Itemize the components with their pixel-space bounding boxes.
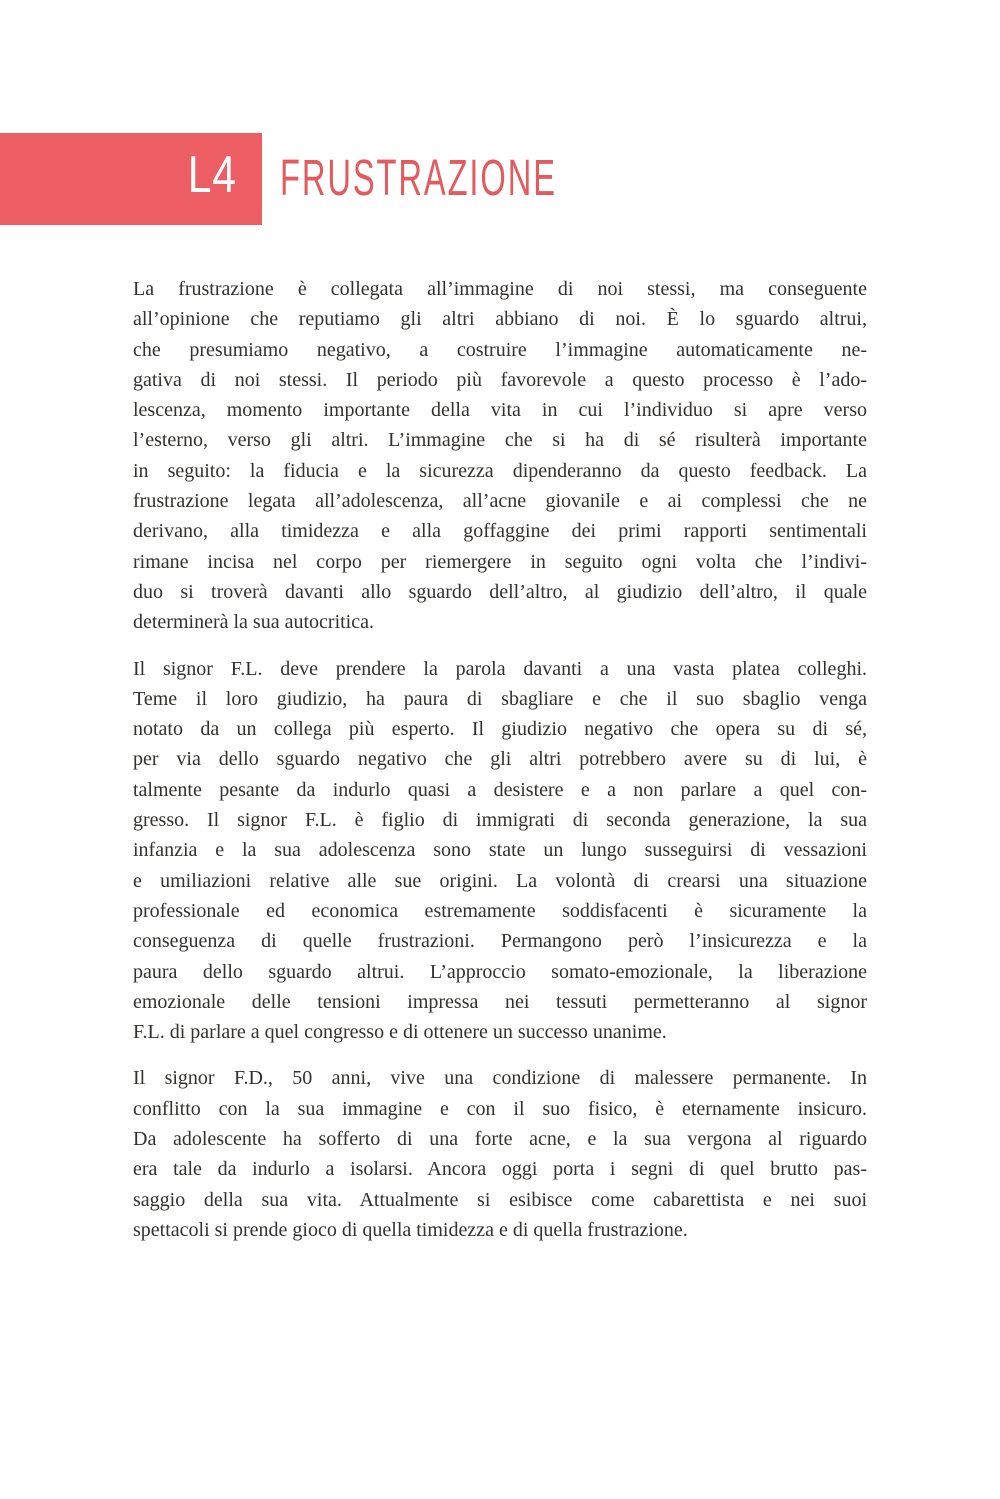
- text-line: lescenza, momento importante della vita in cui l’individuo si apre verso: [133, 399, 867, 422]
- text-line: paura dello sguardo altrui. L’approccio somato-emozionale, la liberazione: [133, 960, 867, 983]
- text-line: talmente pesante da indurlo quasi a desistere e a non parlare a quel con-: [133, 778, 867, 801]
- text-line: frustrazione legata all’adolescenza, all’acne giovanile e ai complessi che ne: [133, 490, 867, 513]
- chapter-number-block: [0, 133, 262, 225]
- text-line: professionale ed economica estremamente soddisfacenti è sicuramente la: [133, 899, 867, 922]
- paragraph: [133, 1063, 867, 1245]
- text-line: infanzia e la sua adolescenza sono state un lungo susseguirsi di vessazioni: [133, 839, 867, 862]
- text-line: e umiliazioni relative alle sue origini. La volontà di crearsi una situazione: [133, 869, 867, 892]
- text-line: Il signor F.D., 50 anni, vive una condizione di malessere permanente. In: [133, 1067, 867, 1090]
- chapter-header: [0, 133, 713, 225]
- text-line: conflitto con la sua immagine e con il suo fisico, è eternamente insicuro.: [133, 1097, 867, 1120]
- text-line: era tale da indurlo a isolarsi. Ancora oggi porta i segni di quel brutto pas-: [133, 1158, 867, 1181]
- text-line: saggio della sua vita. Attualmente si esibisce come cabarettista e nei suoi: [133, 1188, 867, 1211]
- text-line: per via dello sguardo negativo che gli altri potrebbero avere su di lui, è: [133, 748, 867, 771]
- text-line: notato da un collega più esperto. Il giudizio negativo che opera su di sé,: [133, 718, 867, 741]
- text-line: gativa di noi stessi. Il periodo più favorevole a questo processo è l’ado-: [133, 368, 867, 391]
- text-line: gresso. Il signor F.L. è figlio di immigrati di seconda generazione, la sua: [133, 809, 867, 832]
- text-line: conseguenza di quelle frustrazioni. Permangono però l’insicurezza e la: [133, 930, 867, 953]
- paragraph: [133, 274, 867, 638]
- text-line: emozionale delle tensioni impressa nei tessuti permetteranno al signor: [133, 990, 867, 1013]
- text-line: Da adolescente ha sofferto di una forte acne, e la sua vergona al riguardo: [133, 1128, 867, 1151]
- text-line: determinerà la sua autocritica.: [133, 611, 374, 634]
- text-line: Teme il loro giudizio, ha paura di sbagliare e che il suo sbaglio venga: [133, 687, 867, 710]
- text-line: in seguito: la fiducia e la sicurezza dipenderanno da questo feedback. La: [133, 459, 867, 482]
- text-line: l’esterno, verso gli altri. L’immagine che si ha di sé risulterà importante: [133, 429, 867, 452]
- text-line: spettacoli si prende gioco di quella timidezza e di quella frustrazione.: [133, 1218, 688, 1241]
- text-line: che presumiamo negativo, a costruire l’immagine automaticamente ne-: [133, 338, 867, 361]
- text-line: duo si troverà davanti allo sguardo dell’altro, al giudizio dell’altro, il quale: [133, 580, 867, 603]
- text-line: rimane incisa nel corpo per riemergere in seguito ogni volta che l’indivi-: [133, 550, 867, 573]
- text-line: all’opinione che reputiamo gli altri abbiano di noi. È lo sguardo altrui,: [133, 308, 867, 331]
- text-line: F.L. di parlare a quel congresso e di ottenere un successo unanime.: [133, 1021, 667, 1044]
- chapter-number: L4: [187, 146, 237, 204]
- text-line: Il signor F.L. deve prendere la parola davanti a una vasta platea colleghi.: [133, 657, 867, 680]
- text-line: La frustrazione è collegata all’immagine di noi stessi, ma conseguente: [133, 278, 867, 300]
- chapter-title: FRUSTRAZIONE: [280, 148, 557, 206]
- body-text: [133, 274, 867, 1245]
- paragraph: [133, 654, 867, 1048]
- text-line: derivano, alla timidezza e alla goffaggine dei primi rapporti sentimentali: [133, 520, 867, 543]
